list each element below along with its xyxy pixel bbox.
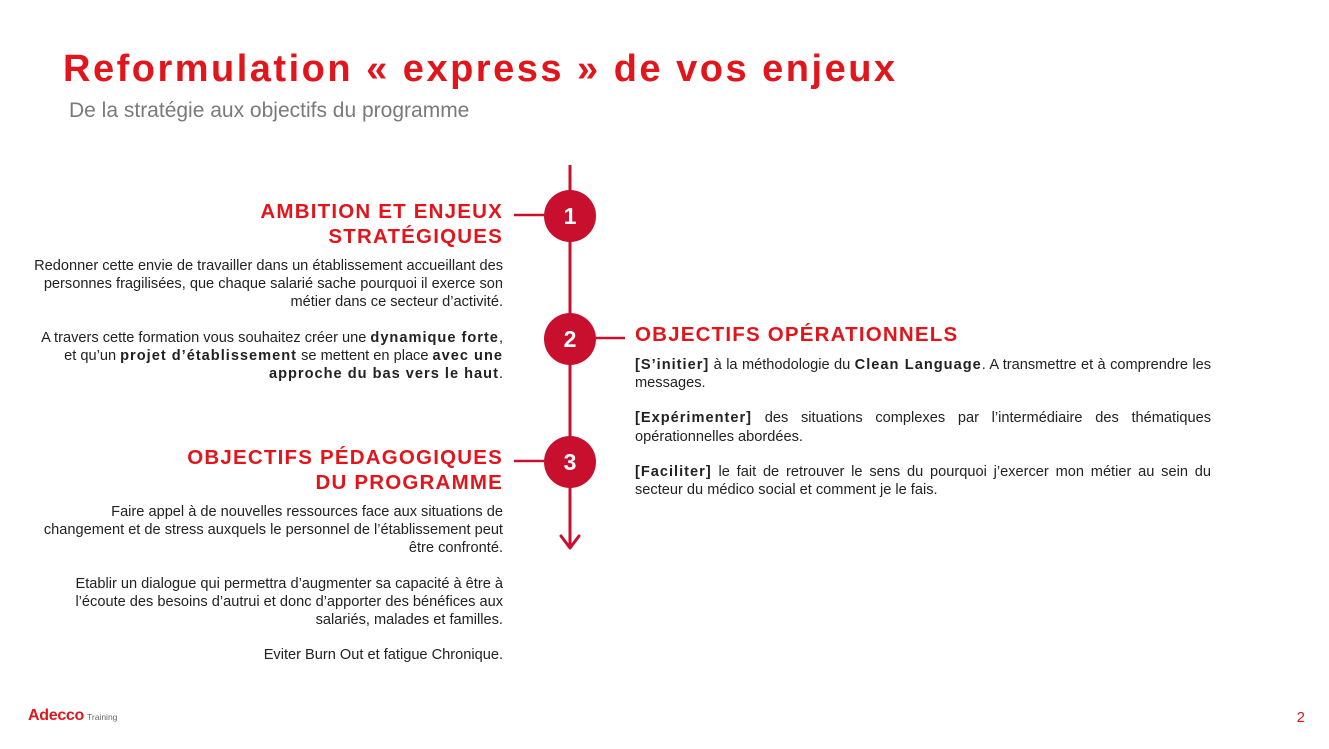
adecco-logo xyxy=(28,707,117,725)
logo-subtext: Training xyxy=(87,712,118,722)
page-number: 2 xyxy=(1296,709,1305,726)
step-circle-1: 1 xyxy=(544,190,596,242)
objective-item-2: [Expérimenter] des situations complexes par l’intermédiaire des thématiques opérationnelles abordées. xyxy=(635,410,1211,445)
section2-title: OBJECTIFS OPÉRATIONNELS xyxy=(635,323,959,346)
section3-body xyxy=(33,503,503,664)
step-circle-3: 3 xyxy=(544,436,596,488)
objective-item-1: [S’initier] à la méthodologie du Clean Language. A transmettre et à comprendre les messages. xyxy=(635,357,1212,392)
section1-paragraph-2: A travers cette formation vous souhaitez créer une dynamique forte, et qu’un projet d’établissement se mettent en place avec une approche du bas vers le haut. xyxy=(41,329,503,383)
section1-title-line1: AMBITION ET ENJEUX xyxy=(260,200,503,223)
page-subtitle: De la stratégie aux objectifs du programme xyxy=(69,99,470,122)
page-title: Reformulation « express » de vos enjeux xyxy=(63,48,898,90)
section3-paragraph-2: Etablir un dialogue qui permettra d’augmenter sa capacité à être à l’écoute des besoins d’autrui et donc d’apporter des bénéfices aux salariés, malades et familles. xyxy=(75,575,503,629)
section1-body xyxy=(33,257,503,383)
section3-paragraph-3: Eviter Burn Out et fatigue Chronique. xyxy=(263,647,503,664)
section2-body xyxy=(635,356,1211,499)
section1-title-line2: STRATÉGIQUES xyxy=(328,225,503,248)
section3-paragraph-1: Faire appel à de nouvelles ressources face aux situations de changement et de stress auxquels le personnel de l’établissement peut être confronté. xyxy=(43,504,503,557)
section3-title-line1: OBJECTIFS PÉDAGOGIQUES xyxy=(187,446,503,469)
logo-text: Adecco xyxy=(28,707,84,724)
section1-title xyxy=(83,199,503,249)
section3-title-line2: DU PROGRAMME xyxy=(315,471,503,494)
section1-paragraph-1: Redonner cette envie de travailler dans un établissement accueillant des personnes fragilisées, que chaque salarié sache pourquoi il exerce son métier dans ce secteur d’activité. xyxy=(34,258,503,311)
objective-item-3: [Faciliter] le fait de retrouver le sens du pourquoi j’exercer mon métier au sein du secteur du médico social et comment je le fais. xyxy=(635,463,1211,499)
step-circle-2: 2 xyxy=(544,313,596,365)
section3-title xyxy=(83,445,503,495)
